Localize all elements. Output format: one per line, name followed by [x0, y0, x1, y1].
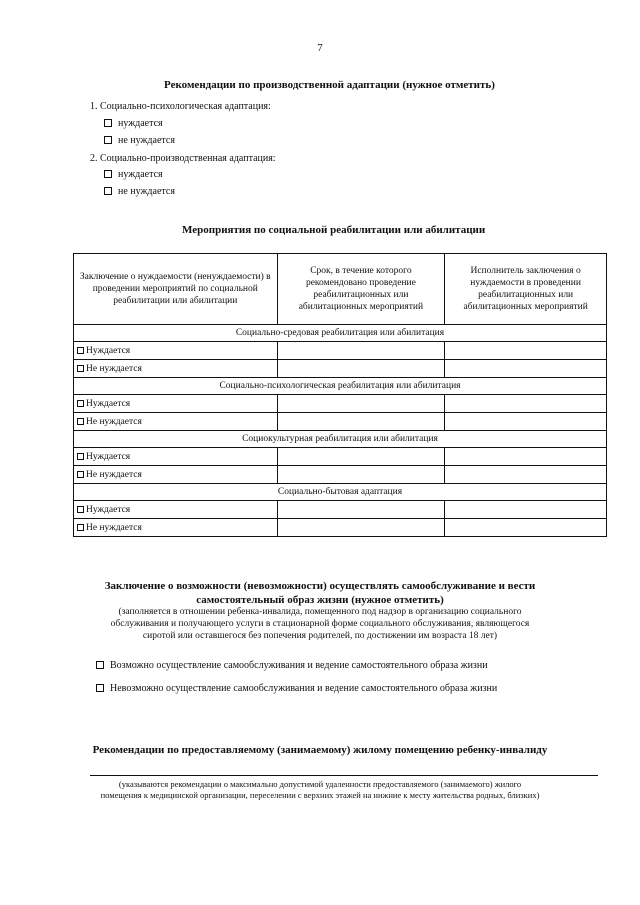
term-cell[interactable] [277, 413, 445, 431]
adaptation-2-needs-option[interactable] [104, 169, 163, 180]
option-cell[interactable] [74, 413, 278, 431]
table-header-row [74, 254, 607, 325]
adaptation-1-not-needs-option[interactable] [104, 135, 175, 146]
checkbox[interactable] [77, 418, 84, 425]
option-label: Нуждается [86, 398, 131, 409]
checkbox[interactable] [77, 524, 84, 531]
selfcare-possible-option[interactable] [96, 660, 488, 671]
selfcare-note-line2: обслуживания и получающего услуги в стационарной форме социального обслуживания, являющегося [110, 619, 530, 629]
option-cell[interactable] [74, 501, 278, 519]
table-row [74, 413, 607, 431]
term-cell[interactable] [277, 466, 445, 484]
term-cell[interactable] [277, 501, 445, 519]
checkbox[interactable] [77, 471, 84, 478]
option-cell[interactable] [74, 360, 278, 378]
executor-cell[interactable] [445, 395, 607, 413]
adaptation-item-1-label: 1. Социально-психологическая адаптация: [90, 101, 271, 112]
option-cell[interactable] [74, 448, 278, 466]
checkbox[interactable] [104, 136, 112, 144]
option-label: нуждается [118, 118, 163, 129]
executor-cell[interactable] [445, 519, 607, 537]
executor-cell[interactable] [445, 360, 607, 378]
option-label: Нуждается [86, 451, 131, 462]
term-cell[interactable] [277, 519, 445, 537]
adaptation-title: Рекомендации по производственной адаптации (нужное отметить) [164, 79, 495, 91]
header-term: Срок, в течение которого рекомендовано проведение реабилитационных или абилитационных мероприятий [277, 254, 445, 325]
adaptation-1-needs-option[interactable] [104, 118, 163, 129]
header-conclusion: Заключение о нуждаемости (ненуждаемости) в проведении мероприятий по социальной реабилитации или абилитации [74, 254, 278, 325]
selfcare-title-line2: самостоятельный образ жизни (нужное отметить) [196, 594, 444, 606]
option-cell[interactable] [74, 466, 278, 484]
option-label: Нуждается [86, 504, 131, 515]
table-row [74, 501, 607, 519]
section-row [74, 325, 607, 342]
table-row [74, 466, 607, 484]
checkbox[interactable] [104, 119, 112, 127]
executor-cell[interactable] [445, 342, 607, 360]
rehab-table [73, 253, 607, 537]
checkbox[interactable] [77, 506, 84, 513]
selfcare-note-line1: (заполняется в отношении ребенка-инвалида, помещенного под надзор в организацию социального [118, 607, 522, 617]
housing-note-line1: (указываются рекомендации о максимально допустимой удаленности предоставляемого (занимаемого) жилого [118, 779, 522, 789]
selfcare-note-line3: сиротой или оставшегося без попечения родителей, по достижении им возраста 18 лет) [142, 631, 498, 641]
option-label: Не нуждается [86, 469, 142, 480]
executor-cell[interactable] [445, 466, 607, 484]
option-cell[interactable] [74, 519, 278, 537]
option-label: Возможно осуществление самообслуживания и ведение самостоятельного образа жизни [110, 660, 488, 671]
page-number: 7 [317, 42, 323, 54]
table-row [74, 448, 607, 466]
table-row [74, 342, 607, 360]
selfcare-title-line1: Заключение о возможности (невозможности) осуществлять самообслуживание и вести [104, 580, 536, 592]
option-label: Не нуждается [86, 363, 142, 374]
housing-fill-line[interactable] [90, 775, 598, 776]
option-label: Нуждается [86, 345, 131, 356]
checkbox[interactable] [104, 170, 112, 178]
selfcare-impossible-option[interactable] [96, 683, 497, 694]
executor-cell[interactable] [445, 501, 607, 519]
option-cell[interactable] [74, 395, 278, 413]
rehab-title: Мероприятия по социальной реабилитации или абилитации [182, 224, 486, 236]
table-row [74, 360, 607, 378]
option-label: не нуждается [118, 186, 175, 197]
checkbox[interactable] [77, 400, 84, 407]
option-label: Невозможно осуществление самообслуживания и ведение самостоятельного образа жизни [110, 683, 498, 694]
executor-cell[interactable] [445, 413, 607, 431]
section-row [74, 378, 607, 395]
table-row [74, 395, 607, 413]
option-label: Не нуждается [86, 522, 142, 533]
checkbox[interactable] [77, 453, 84, 460]
checkbox[interactable] [96, 661, 104, 669]
option-cell[interactable] [74, 342, 278, 360]
section-title: Социально-бытовая адаптация [74, 484, 607, 501]
adaptation-2-not-needs-option[interactable] [104, 186, 175, 197]
option-label: не нуждается [118, 135, 175, 146]
option-label: нуждается [118, 169, 163, 180]
section-title: Социально-средовая реабилитация или абилитация [74, 325, 607, 342]
term-cell[interactable] [277, 360, 445, 378]
adaptation-item-2-label: 2. Социально-производственная адаптация: [90, 153, 276, 164]
section-title: Социокультурная реабилитация или абилитация [74, 431, 607, 448]
term-cell[interactable] [277, 342, 445, 360]
checkbox[interactable] [77, 365, 84, 372]
housing-title: Рекомендации по предоставляемому (занимаемому) жилому помещению ребенку-инвалиду [92, 744, 548, 756]
section-row [74, 431, 607, 448]
checkbox[interactable] [77, 347, 84, 354]
checkbox[interactable] [96, 684, 104, 692]
header-executor: Исполнитель заключения о нуждаемости в проведении реабилитационных или абилитационных мероприятий [445, 254, 607, 325]
term-cell[interactable] [277, 448, 445, 466]
section-title: Социально-психологическая реабилитация или абилитация [74, 378, 607, 395]
executor-cell[interactable] [445, 448, 607, 466]
housing-note-line2: помещения к медицинской организации, переселении с верхних этажей на нижние к месту жительства родных, близких) [100, 790, 540, 800]
table-row [74, 519, 607, 537]
option-label: Не нуждается [86, 416, 142, 427]
checkbox[interactable] [104, 187, 112, 195]
section-row [74, 484, 607, 501]
term-cell[interactable] [277, 395, 445, 413]
